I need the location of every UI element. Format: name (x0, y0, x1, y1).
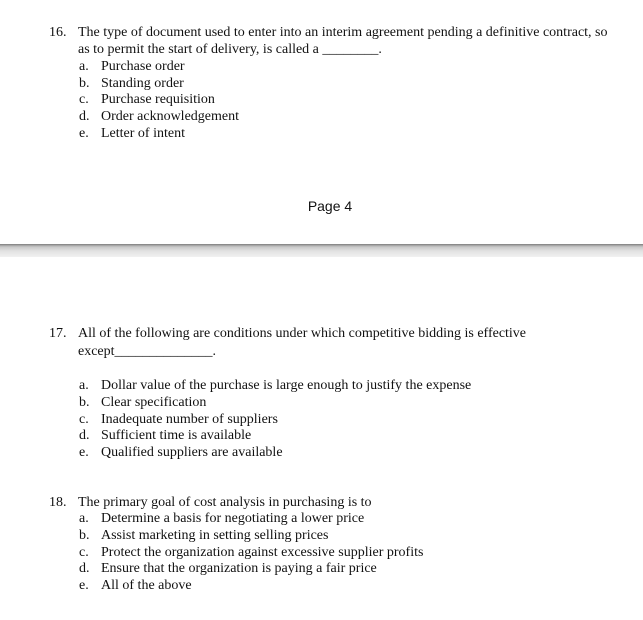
answer-option (79, 511, 364, 527)
option-letter: b. (79, 395, 90, 410)
option-text: Assist marketing in setting selling prices (101, 528, 329, 543)
option-text: Sufficient time is available (101, 428, 252, 443)
answer-option (79, 59, 185, 75)
option-text: Determine a basis for negotiating a lower price (101, 511, 365, 526)
answer-option (79, 92, 215, 108)
option-text: Purchase requisition (101, 92, 215, 107)
option-letter: a. (79, 511, 89, 526)
question-text-line: All of the following are conditions under which competitive bidding is effective (78, 326, 527, 341)
option-text: Clear specification (101, 395, 207, 410)
question-text-line: The type of document used to enter into an interim agreement pending a definitive contract, so (78, 25, 608, 40)
answer-option (79, 76, 184, 92)
answer-option (79, 428, 251, 444)
option-letter: d. (79, 561, 90, 576)
question-number: 16. (49, 25, 67, 40)
option-text: Purchase order (101, 59, 185, 74)
question-text-line: except______________. (78, 344, 217, 359)
answer-option (79, 126, 185, 142)
answer-option (79, 395, 206, 411)
option-letter: e. (79, 445, 89, 460)
option-text: Ensure that the organization is paying a fair price (101, 561, 377, 576)
option-text: Order acknowledgement (101, 109, 239, 124)
answer-option (79, 378, 471, 394)
answer-option (79, 412, 278, 428)
option-text: Qualified suppliers are available (101, 445, 283, 460)
option-letter: b. (79, 528, 90, 543)
question-number: 18. (49, 495, 67, 510)
option-letter: e. (79, 578, 89, 593)
option-text: Standing order (101, 76, 184, 91)
answer-option (79, 109, 239, 125)
option-letter: d. (79, 428, 90, 443)
option-letter: b. (79, 76, 90, 91)
answer-option (79, 578, 192, 594)
answer-option (79, 561, 377, 577)
option-letter: c. (79, 545, 89, 560)
option-letter: c. (79, 92, 89, 107)
option-letter: a. (79, 59, 89, 74)
question-text-line: as to permit the start of delivery, is called a ________. (78, 42, 382, 57)
page-number-label: Page 4 (307, 198, 353, 214)
option-letter: c. (79, 412, 89, 427)
answer-option (79, 528, 328, 544)
option-letter: a. (79, 378, 89, 393)
option-text: Letter of intent (101, 126, 185, 141)
answer-option (79, 445, 283, 461)
option-letter: d. (79, 109, 90, 124)
option-letter: e. (79, 126, 89, 141)
question-text-line: The primary goal of cost analysis in purchasing is to (78, 495, 372, 510)
option-text: Inadequate number of suppliers (101, 412, 278, 427)
answer-option (79, 545, 423, 561)
question-number: 17. (49, 326, 67, 341)
option-text: Dollar value of the purchase is large enough to justify the expense (101, 378, 472, 393)
page-break-separator (0, 245, 643, 257)
option-text: Protect the organization against excessive supplier profits (101, 545, 424, 560)
option-text: All of the above (101, 578, 192, 593)
